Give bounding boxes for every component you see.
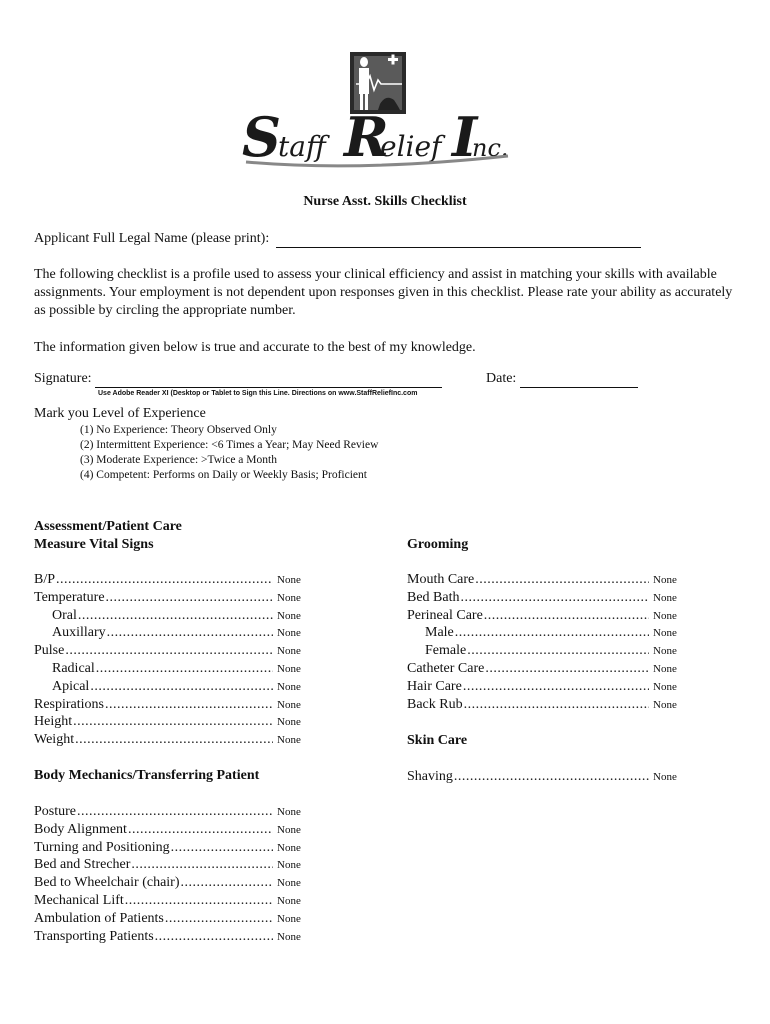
item-label: Bed Bath [407, 589, 460, 605]
item-label: Respirations [34, 696, 104, 712]
experience-level: (2) Intermittent Experience: <6 Times a Year; May Need Review [80, 439, 379, 451]
item-label: Mouth Care [407, 572, 475, 587]
rating-value[interactable]: None [277, 859, 301, 872]
rating-value[interactable]: None [277, 894, 301, 907]
rating-value[interactable]: None [277, 716, 301, 729]
signature-label: Signature: [34, 371, 92, 386]
skin-care-heading: Skin Care [407, 733, 468, 748]
item-label: Apical [52, 678, 90, 694]
logo-wordmark [242, 105, 509, 169]
checklist-row [407, 660, 687, 678]
svg-text:R: R [344, 105, 389, 169]
intro-paragraph: The following checklist is a profile used to assess your clinical efficiency and assist in matching your skills with available assignments. Your employment is not dependent upon responses given in this checklist. Please rate your ability as accurately as possible by circling the appropriate number. [34, 267, 733, 318]
item-label: Posture [34, 804, 76, 819]
checklist-row [34, 696, 311, 714]
rating-value[interactable]: None [277, 912, 301, 925]
item-label: Ambulation of Patients [34, 910, 164, 926]
experience-level: (1) No Experience: Theory Observed Only [80, 424, 277, 436]
rating-value[interactable]: None [277, 645, 301, 658]
rating-value[interactable]: None [277, 734, 301, 747]
item-label: Hair Care [407, 678, 462, 694]
rating-value[interactable]: None [277, 609, 301, 622]
rating-value[interactable]: None [653, 662, 677, 675]
checklist-row [34, 839, 311, 857]
item-label: Bed to Wheelchair (chair) [34, 875, 180, 891]
experience-levels [80, 423, 378, 483]
rating-value[interactable]: None [277, 627, 301, 640]
experience-level: (4) Competent: Performs on Daily or Weekly Basis; Proficient [80, 469, 367, 481]
experience-level: (3) Moderate Experience: >Twice a Month [80, 454, 277, 466]
item-label: Perineal Care [407, 607, 483, 623]
signature-note: Use Adobe Reader XI (Desktop or Tablet to Sign this Line. Directions on www.StaffReliefInc.com [98, 390, 418, 397]
skin-care-list [407, 768, 687, 786]
checklist-row [34, 589, 311, 607]
vital-signs-list [34, 571, 311, 749]
attestation-text: The information given below is true and accurate to the best of my knowledge. [34, 340, 476, 355]
vital-signs-heading: Measure Vital Signs [34, 537, 154, 552]
item-label: Male [425, 625, 454, 641]
checklist-row [407, 642, 687, 660]
body-mechanics-list [34, 803, 311, 945]
rating-value[interactable]: None [277, 662, 301, 675]
item-label: Radical [52, 660, 95, 676]
grooming-list [407, 571, 687, 713]
applicant-name-field[interactable] [276, 231, 641, 248]
item-label: Oral [52, 607, 77, 623]
item-label: Shaving [407, 769, 453, 784]
item-label: Female [425, 643, 467, 659]
signature-row [34, 371, 442, 388]
applicant-name-label: Applicant Full Legal Name (please print): [34, 231, 270, 246]
checklist-row [34, 731, 311, 749]
checklist-row [407, 768, 687, 786]
rating-value[interactable]: None [653, 574, 677, 586]
rating-value[interactable]: None [277, 806, 301, 818]
item-label: Height [34, 714, 73, 730]
svg-text:nc.: nc. [472, 134, 509, 162]
rating-value[interactable]: None [277, 823, 301, 836]
checklist-row [34, 821, 311, 839]
staff-relief-logo [238, 44, 518, 178]
item-label: Transporting Patients [34, 928, 154, 944]
rating-value[interactable]: None [277, 930, 301, 943]
checklist-row [34, 713, 311, 731]
svg-text:S: S [242, 105, 281, 169]
rating-value[interactable]: None [653, 645, 677, 658]
rating-value[interactable]: None [653, 609, 677, 622]
item-label: Body Alignment [34, 821, 127, 837]
item-label: Turning and Positioning [34, 839, 170, 855]
checklist-row [407, 678, 687, 696]
checklist-row [34, 660, 311, 678]
checklist-row [34, 624, 311, 642]
rating-value[interactable]: None [653, 591, 677, 604]
date-label: Date: [486, 371, 517, 386]
signature-field[interactable] [95, 371, 442, 388]
rating-value[interactable]: None [653, 698, 677, 711]
assessment-heading: Assessment/Patient Care [34, 519, 182, 534]
applicant-name-row [34, 231, 641, 248]
svg-text:elief: elief [380, 130, 442, 163]
experience-heading: Mark you Level of Experience [34, 406, 206, 421]
checklist-row [407, 624, 687, 642]
item-label: Weight [34, 732, 75, 748]
checklist-row [34, 910, 311, 928]
checklist-row [34, 892, 311, 910]
checklist-row [34, 928, 311, 946]
page-title: Nurse Asst. Skills Checklist [303, 194, 467, 209]
checklist-row [34, 874, 311, 892]
checklist-row [34, 803, 311, 821]
item-label: Auxillary [52, 625, 106, 641]
item-label: Bed and Strecher [34, 857, 131, 873]
rating-value[interactable]: None [277, 841, 301, 854]
checklist-row [407, 696, 687, 714]
svg-text:I: I [452, 105, 478, 169]
grooming-heading: Grooming [407, 537, 469, 552]
checklist-row [407, 571, 687, 589]
item-label: Pulse [34, 643, 65, 659]
checklist-row [34, 571, 311, 589]
rating-value[interactable]: None [277, 877, 301, 890]
rating-value[interactable]: None [277, 680, 301, 693]
checklist-row [34, 856, 311, 874]
date-row [486, 371, 638, 388]
rating-value[interactable]: None [277, 574, 301, 586]
rating-value[interactable]: None [277, 698, 301, 711]
date-field[interactable] [520, 371, 638, 388]
item-label: Catheter Care [407, 660, 485, 676]
item-label: Mechanical Lift [34, 892, 124, 908]
rating-value[interactable]: None [653, 627, 677, 640]
checklist-row [34, 607, 311, 625]
rating-value[interactable]: None [653, 680, 677, 693]
svg-text:taff: taff [278, 130, 326, 163]
body-mechanics-heading: Body Mechanics/Transferring Patient [34, 768, 260, 783]
rating-value[interactable]: None [653, 771, 677, 783]
item-label: B/P [34, 572, 56, 587]
item-label: Temperature [34, 589, 105, 605]
item-label: Back Rub [407, 696, 463, 712]
checklist-row [34, 642, 311, 660]
checklist-row [34, 678, 311, 696]
checklist-row [407, 607, 687, 625]
rating-value[interactable]: None [277, 591, 301, 604]
checklist-row [407, 589, 687, 607]
